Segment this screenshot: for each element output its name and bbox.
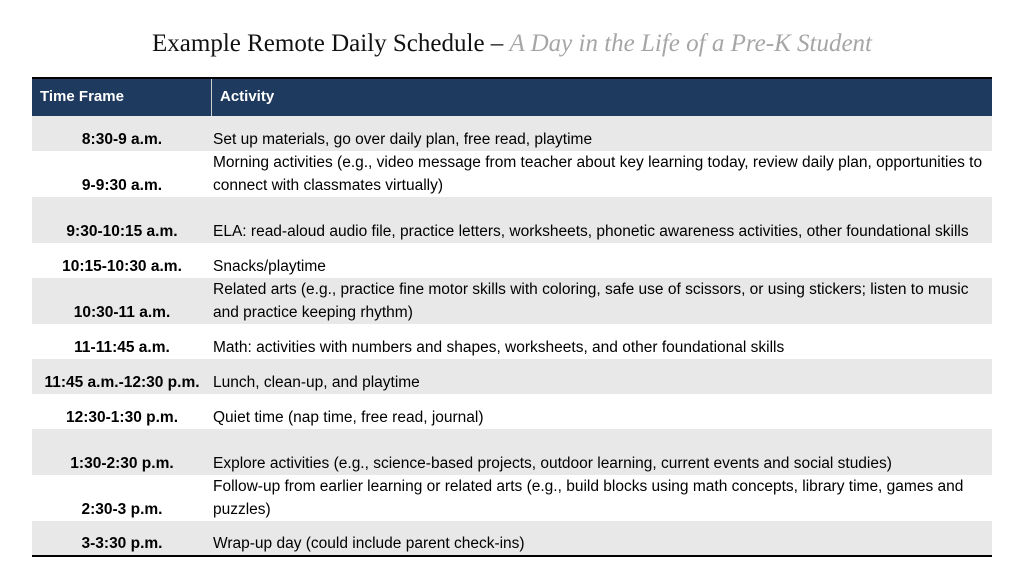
table-row bbox=[32, 243, 992, 278]
title-main: Example Remote Daily Schedule – bbox=[152, 30, 504, 57]
page-title bbox=[0, 30, 1024, 58]
table-row bbox=[32, 394, 992, 429]
row-time: 10:15-10:30 a.m. bbox=[62, 258, 182, 275]
table-row bbox=[32, 116, 992, 151]
table-header bbox=[32, 77, 992, 116]
row-activity: Quiet time (nap time, free read, journal) bbox=[213, 409, 484, 426]
row-activity: Follow-up from earlier learning or related arts (e.g., build blocks using math concepts, library time, games and puzzles) bbox=[213, 478, 964, 518]
row-activity: Related arts (e.g., practice fine motor skills with coloring, safe use of scissors, or using stickers; listen to music and practice keeping rhythm) bbox=[213, 281, 969, 321]
row-time: 10:30-11 a.m. bbox=[73, 304, 171, 321]
row-time: 1:30-2:30 p.m. bbox=[70, 455, 174, 472]
row-activity: Explore activities (e.g., science-based projects, outdoor learning, current events and social studies) bbox=[213, 455, 892, 472]
row-time: 11:45 a.m.-12:30 p.m. bbox=[44, 374, 200, 391]
row-time: 9-9:30 a.m. bbox=[81, 177, 163, 194]
table-row bbox=[32, 151, 992, 197]
row-time: 9:30-10:15 a.m. bbox=[66, 223, 178, 240]
table-row bbox=[32, 324, 992, 359]
row-time: 8:30-9 a.m. bbox=[81, 131, 163, 148]
row-activity: Lunch, clean-up, and playtime bbox=[213, 374, 420, 391]
row-activity: Wrap-up day (could include parent check-ins) bbox=[213, 535, 525, 552]
title-subtitle: A Day in the Life of a Pre-K Student bbox=[509, 30, 872, 57]
table-row bbox=[32, 429, 992, 475]
row-time: 3-3:30 p.m. bbox=[81, 535, 163, 552]
row-activity: ELA: read-aloud audio file, practice letters, worksheets, phonetic awareness activities, other foundational skills bbox=[213, 223, 969, 240]
header-activity: Activity bbox=[220, 88, 275, 105]
header-time-frame: Time Frame bbox=[32, 79, 212, 116]
schedule-table bbox=[32, 77, 992, 557]
row-activity: Snacks/playtime bbox=[213, 258, 326, 275]
table-row bbox=[32, 278, 992, 324]
row-activity: Set up materials, go over daily plan, free read, playtime bbox=[213, 131, 593, 148]
row-time: 11-11:45 a.m. bbox=[74, 339, 170, 356]
table-row bbox=[32, 359, 992, 394]
row-time: 12:30-1:30 p.m. bbox=[66, 409, 178, 426]
table-row bbox=[32, 521, 992, 555]
table-row bbox=[32, 475, 992, 521]
row-time: 2:30-3 p.m. bbox=[81, 501, 163, 518]
row-activity: Math: activities with numbers and shapes, worksheets, and other foundational skills bbox=[213, 339, 785, 356]
table-row bbox=[32, 197, 992, 243]
row-activity: Morning activities (e.g., video message from teacher about key learning today, review daily plan, opportunities to connect with classmates virtually) bbox=[213, 154, 983, 194]
